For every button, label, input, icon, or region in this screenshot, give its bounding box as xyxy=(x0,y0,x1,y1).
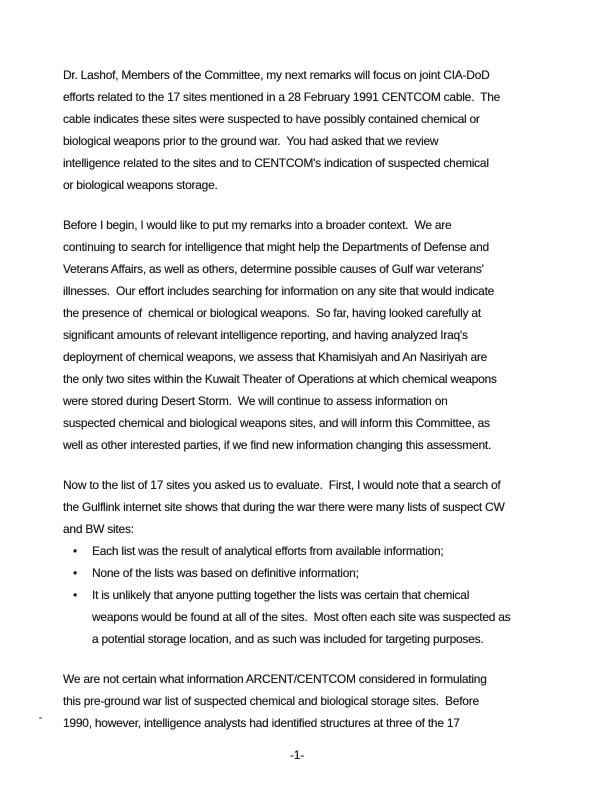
text-line: Each list was the result of analytical efforts from available information; xyxy=(92,544,444,558)
text-line: well as other interested parties, if we find new information changing this assessment. xyxy=(63,438,492,452)
text-line: 1990, however, intelligence analysts had identified structures at three of the 17 xyxy=(63,716,460,730)
text-line: the Gulflink internet site shows that during the war there were many lists of suspect CW xyxy=(63,500,505,514)
scan-artifact-speck xyxy=(39,717,42,719)
text-line: the presence of chemical or biological weapons. So far, having looked carefully at xyxy=(63,306,481,320)
text-line: Dr. Lashof, Members of the Committee, my next remarks will focus on joint CIA-DoD xyxy=(63,68,490,82)
paragraph xyxy=(63,474,563,540)
text-line: a potential storage location, and as such was included for targeting purposes. xyxy=(92,632,484,646)
text-line: None of the lists was based on definitive information; xyxy=(92,566,359,580)
paragraph xyxy=(63,64,563,196)
text-line: were stored during Desert Storm. We will continue to assess information on xyxy=(63,394,448,408)
bullet-icon: • xyxy=(73,588,77,602)
paragraph xyxy=(63,668,563,734)
paragraph xyxy=(63,214,563,456)
text-line: this pre-ground war list of suspected chemical and biological storage sites. Before xyxy=(63,694,479,708)
bullet-item xyxy=(63,540,563,562)
text-line: or biological weapons storage. xyxy=(63,178,218,192)
bullet-item xyxy=(63,562,563,584)
text-line: continuing to search for intelligence that might help the Departments of Defense and xyxy=(63,240,489,254)
document-body xyxy=(63,64,563,734)
page-number: -1- xyxy=(290,748,304,762)
text-line: significant amounts of relevant intelligence reporting, and having analyzed Iraq's xyxy=(63,328,468,342)
text-line: illnesses. Our effort includes searching for information on any site that would indicate xyxy=(63,284,495,298)
text-line: Veterans Affairs, as well as others, determine possible causes of Gulf war veterans' xyxy=(63,262,484,276)
text-line: Now to the list of 17 sites you asked us to evaluate. First, I would note that a search of xyxy=(63,478,501,492)
bullet-icon: • xyxy=(73,544,77,558)
text-line: and BW sites: xyxy=(63,522,134,536)
text-line: Before I begin, I would like to put my remarks into a broader context. We are xyxy=(63,218,452,232)
bullet-icon: • xyxy=(73,566,77,580)
text-line: deployment of chemical weapons, we assess that Khamisiyah and An Nasiriyah are xyxy=(63,350,488,364)
text-line: biological weapons prior to the ground war. You had asked that we review xyxy=(63,134,439,148)
text-line: the only two sites within the Kuwait Theater of Operations at which chemical weapons xyxy=(63,372,497,386)
text-line: It is unlikely that anyone putting together the lists was certain that chemical xyxy=(92,588,470,602)
bullet-item xyxy=(63,584,563,650)
text-line: intelligence related to the sites and to CENTCOM's indication of suspected chemical xyxy=(63,156,489,170)
text-line: We are not certain what information ARCENT/CENTCOM considered in formulating xyxy=(63,672,487,686)
text-line: efforts related to the 17 sites mentioned in a 28 February 1991 CENTCOM cable. The xyxy=(63,90,501,104)
text-line: suspected chemical and biological weapons sites, and will inform this Committee, as xyxy=(63,416,490,430)
text-line: cable indicates these sites were suspected to have possibly contained chemical or xyxy=(63,112,480,126)
text-line: weapons would be found at all of the sites. Most often each site was suspected as xyxy=(92,610,511,624)
